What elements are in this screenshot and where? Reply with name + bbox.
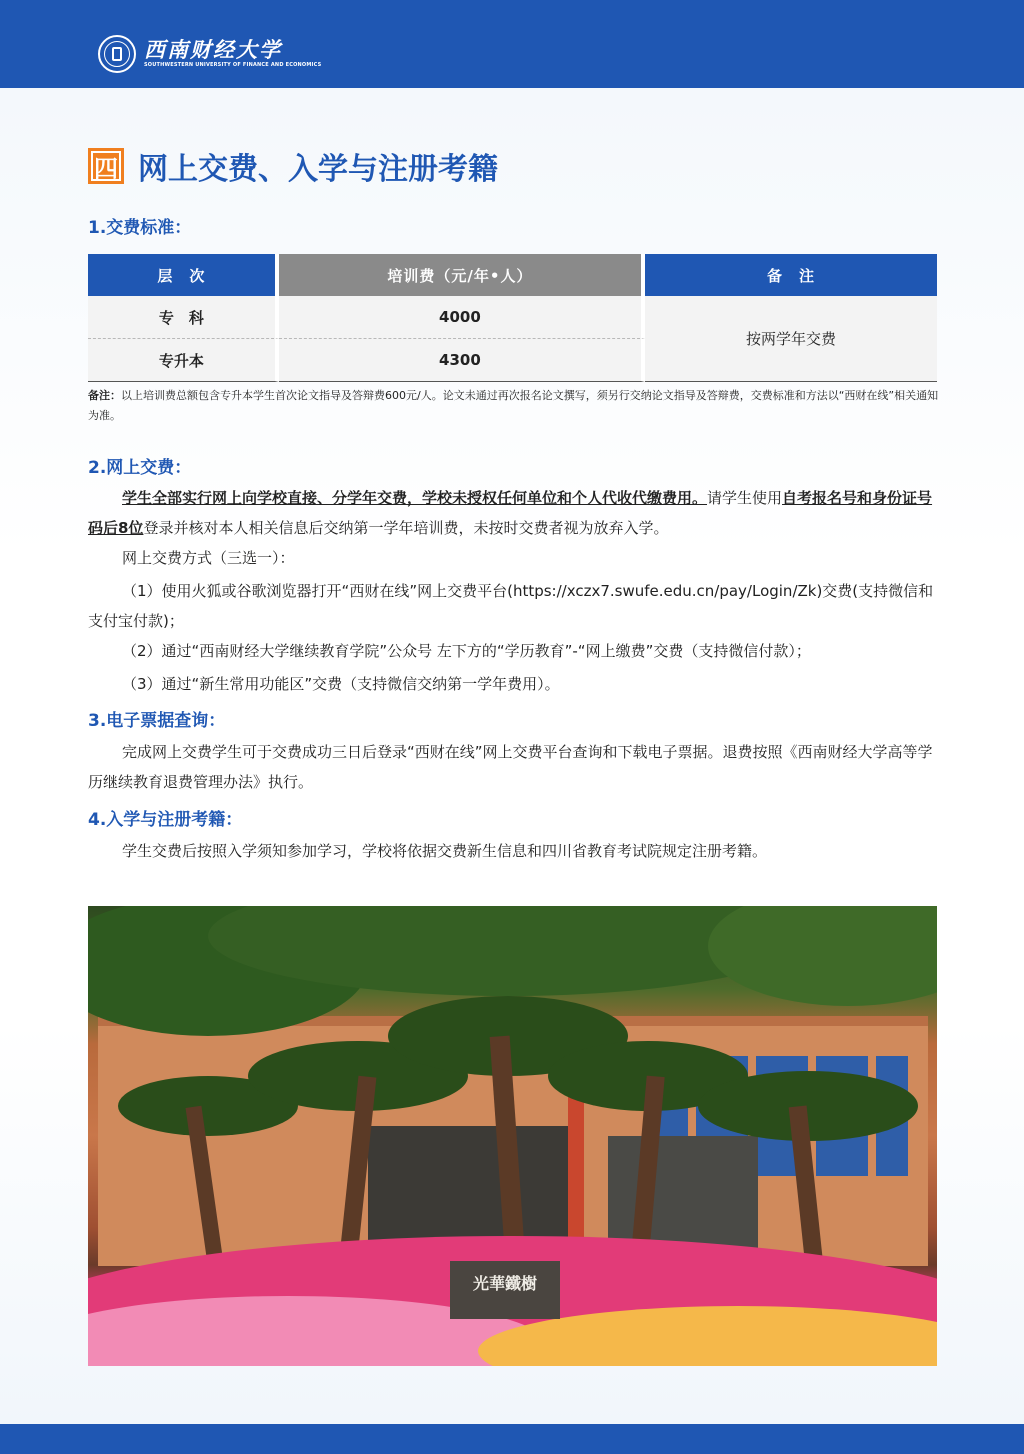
payment-method-2: （2）通过“西南财经大学继续教育学院”公众号 左下方的“学历教育”-“网上缴费”交费（支持微信付款）； — [122, 642, 811, 660]
table-header-fee: 培训费（元/年•人） — [279, 254, 645, 296]
footnote-label: 备注： — [88, 389, 121, 402]
table-header-note: 备 注 — [645, 254, 937, 296]
receipt-paragraph: 完成网上交费学生可于交费成功三日后登录“西财在线”网上交费平台查询和下载电子票据。退费按照《西南财经大学高等学历继续教育退费管理办法》执行。 — [88, 743, 933, 791]
section-number-badge: 四 — [88, 148, 124, 184]
payment-method-3: （3）通过“新生常用功能区”交费（支持微信交纳第一学年费用）。 — [122, 675, 560, 693]
payment-notice-underlined: 学生全部实行网上向学校直接、分学年交费，学校未授权任何单位和个人代收代缴费用。 — [122, 489, 708, 507]
fee-standard-heading: 1.交费标准： — [88, 218, 192, 238]
section-title: 网上交费、入学与注册考籍 — [138, 152, 498, 187]
enrollment-paragraph: 学生交费后按照入学须知参加学习，学校将依据交费新生信息和四川省教育考试院规定注册考籍。 — [122, 842, 768, 860]
receipt-heading: 3.电子票据查询： — [88, 711, 226, 731]
stone-inscription: 光華鐵樹 — [472, 1274, 538, 1293]
payment-notice-end: 登录并核对本人相关信息后交纳第一学年培训费，未按时交费者视为放弃入学。 — [143, 519, 669, 537]
cell-fee: 4300 — [279, 339, 645, 382]
enrollment-heading: 4.入学与注册考籍： — [88, 810, 243, 830]
campus-photo — [88, 906, 937, 1366]
fee-table — [88, 254, 937, 382]
payment-paragraph — [88, 483, 938, 543]
university-seal-icon — [98, 35, 136, 73]
online-payment-heading: 2.网上交费： — [88, 458, 192, 478]
cell-level: 专升本 — [88, 339, 279, 382]
table-row — [88, 296, 937, 339]
footnote-text: 以上培训费总额包含专升本学生首次论文指导及答辩费600元/人。论文未通过再次报名论文撰写，须另行交纳论文指导及答辩费，交费标准和方法以“西财在线”相关通知为准。 — [88, 389, 939, 422]
payment-method-1: （1）使用火狐或谷歌浏览器打开“西财在线”网上交费平台(https://xczx7.swufe.edu.cn/pay/Login/Zk)交费(支持微信和支付宝付款)； — [88, 582, 934, 630]
logo-english-name: SOUTHWESTERN UNIVERSITY OF FINANCE AND ECONOMICS — [144, 62, 322, 68]
campus-photo-illustration — [88, 906, 937, 1366]
login-credentials-underlined: 自考报名号和身份证号码后8位 — [88, 489, 933, 537]
university-logo — [98, 34, 321, 74]
logo-chinese-name: 西南财经大学 — [144, 37, 282, 62]
payment-notice-mid: 请学生使用 — [707, 489, 783, 507]
table-footnote — [88, 386, 940, 426]
cell-note: 按两学年交费 — [645, 296, 937, 382]
cell-fee: 4000 — [279, 296, 645, 339]
section-header — [88, 146, 498, 186]
payment-methods-intro: 网上交费方式（三选一）： — [122, 549, 295, 567]
cell-level: 专 科 — [88, 296, 279, 339]
bottom-bar — [0, 1424, 1024, 1454]
table-header-level: 层 次 — [88, 254, 279, 296]
top-header-bar — [0, 0, 1024, 88]
